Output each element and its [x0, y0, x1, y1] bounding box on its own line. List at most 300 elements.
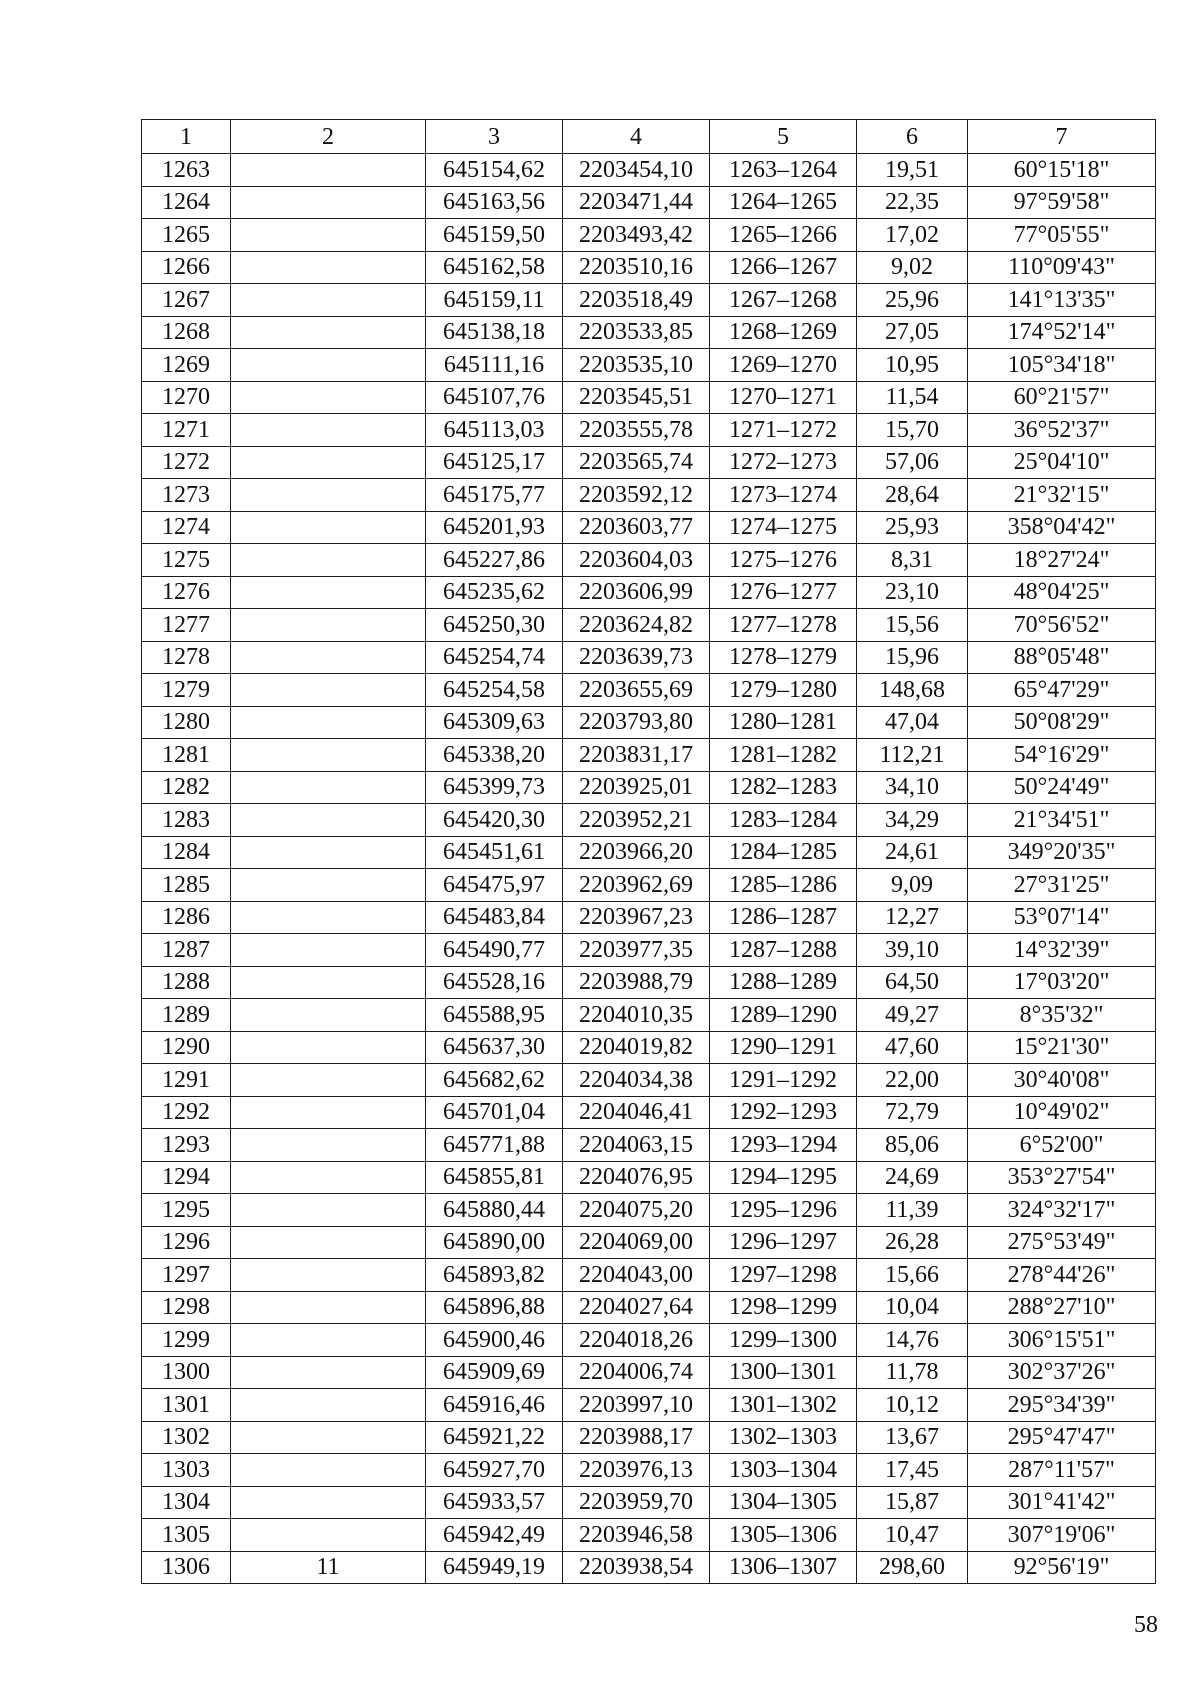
coord-y-cell: 2204046,41 — [563, 1096, 710, 1129]
distance-cell: 15,56 — [857, 609, 968, 642]
coord-x-cell: 645227,86 — [426, 544, 563, 577]
group-number-cell — [231, 284, 426, 317]
bearing-cell: 301°41'42" — [968, 1486, 1156, 1519]
coord-y-cell: 2204043,00 — [563, 1259, 710, 1292]
distance-cell: 15,70 — [857, 414, 968, 447]
segment-cell: 1263–1264 — [710, 154, 857, 187]
segment-cell: 1272–1273 — [710, 446, 857, 479]
coord-y-cell: 2203510,16 — [563, 251, 710, 284]
coord-x-cell: 645338,20 — [426, 739, 563, 772]
group-number-cell — [231, 674, 426, 707]
coord-x-cell: 645949,19 — [426, 1551, 563, 1584]
distance-cell: 23,10 — [857, 576, 968, 609]
group-number-cell — [231, 609, 426, 642]
point-number-cell: 1280 — [142, 706, 231, 739]
point-number-cell: 1274 — [142, 511, 231, 544]
bearing-cell: 48°04'25" — [968, 576, 1156, 609]
coord-y-cell: 2203555,78 — [563, 414, 710, 447]
coord-x-cell: 645927,70 — [426, 1454, 563, 1487]
coord-y-cell: 2203471,44 — [563, 186, 710, 219]
coord-y-cell: 2203535,10 — [563, 349, 710, 382]
group-number-cell — [231, 706, 426, 739]
column-header-2: 2 — [231, 120, 426, 154]
bearing-cell: 295°47'47" — [968, 1421, 1156, 1454]
table-row — [142, 576, 1156, 609]
coord-y-cell: 2203624,82 — [563, 609, 710, 642]
table-row — [142, 479, 1156, 512]
point-number-cell: 1297 — [142, 1259, 231, 1292]
segment-cell: 1291–1292 — [710, 1064, 857, 1097]
group-number-cell — [231, 511, 426, 544]
group-number-cell — [231, 1161, 426, 1194]
bearing-cell: 15°21'30" — [968, 1031, 1156, 1064]
coord-y-cell: 2203988,17 — [563, 1421, 710, 1454]
table-row — [142, 999, 1156, 1032]
group-number-cell — [231, 1031, 426, 1064]
segment-cell: 1294–1295 — [710, 1161, 857, 1194]
distance-cell: 64,50 — [857, 966, 968, 999]
group-number-cell — [231, 446, 426, 479]
bearing-cell: 358°04'42" — [968, 511, 1156, 544]
table-row — [142, 1551, 1156, 1584]
distance-cell: 24,69 — [857, 1161, 968, 1194]
table-row — [142, 901, 1156, 934]
distance-cell: 11,78 — [857, 1356, 968, 1389]
table-row — [142, 219, 1156, 252]
coord-x-cell: 645483,84 — [426, 901, 563, 934]
group-number-cell — [231, 479, 426, 512]
group-number-cell — [231, 836, 426, 869]
coord-y-cell: 2203977,35 — [563, 934, 710, 967]
point-number-cell: 1273 — [142, 479, 231, 512]
table-row — [142, 1519, 1156, 1552]
coord-x-cell: 645890,00 — [426, 1226, 563, 1259]
point-number-cell: 1294 — [142, 1161, 231, 1194]
group-number-cell — [231, 739, 426, 772]
point-number-cell: 1271 — [142, 414, 231, 447]
bearing-cell: 288°27'10" — [968, 1291, 1156, 1324]
distance-cell: 39,10 — [857, 934, 968, 967]
group-number-cell — [231, 349, 426, 382]
distance-cell: 25,96 — [857, 284, 968, 317]
point-number-cell: 1303 — [142, 1454, 231, 1487]
distance-cell: 15,96 — [857, 641, 968, 674]
table-row — [142, 1096, 1156, 1129]
distance-cell: 17,45 — [857, 1454, 968, 1487]
point-number-cell: 1292 — [142, 1096, 231, 1129]
table-row — [142, 1421, 1156, 1454]
segment-cell: 1293–1294 — [710, 1129, 857, 1162]
distance-cell: 49,27 — [857, 999, 968, 1032]
group-number-cell — [231, 641, 426, 674]
distance-cell: 11,54 — [857, 381, 968, 414]
coord-y-cell: 2204076,95 — [563, 1161, 710, 1194]
segment-cell: 1281–1282 — [710, 739, 857, 772]
bearing-cell: 92°56'19" — [968, 1551, 1156, 1584]
distance-cell: 15,87 — [857, 1486, 968, 1519]
distance-cell: 9,02 — [857, 251, 968, 284]
distance-cell: 10,47 — [857, 1519, 968, 1552]
bearing-cell: 54°16'29" — [968, 739, 1156, 772]
coord-y-cell: 2203952,21 — [563, 804, 710, 837]
point-number-cell: 1291 — [142, 1064, 231, 1097]
distance-cell: 14,76 — [857, 1324, 968, 1357]
segment-cell: 1288–1289 — [710, 966, 857, 999]
group-number-cell — [231, 576, 426, 609]
table-row — [142, 836, 1156, 869]
group-number-cell — [231, 1259, 426, 1292]
bearing-cell: 287°11'57" — [968, 1454, 1156, 1487]
coord-y-cell: 2203925,01 — [563, 771, 710, 804]
segment-cell: 1269–1270 — [710, 349, 857, 382]
coord-y-cell: 2204006,74 — [563, 1356, 710, 1389]
coord-x-cell: 645254,74 — [426, 641, 563, 674]
table-row — [142, 414, 1156, 447]
coord-x-cell: 645159,50 — [426, 219, 563, 252]
column-header-1: 1 — [142, 120, 231, 154]
distance-cell: 8,31 — [857, 544, 968, 577]
coord-x-cell: 645637,30 — [426, 1031, 563, 1064]
bearing-cell: 110°09'43" — [968, 251, 1156, 284]
table-row — [142, 1291, 1156, 1324]
point-number-cell: 1290 — [142, 1031, 231, 1064]
table-row — [142, 706, 1156, 739]
column-header-5: 5 — [710, 120, 857, 154]
group-number-cell — [231, 251, 426, 284]
coord-x-cell: 645490,77 — [426, 934, 563, 967]
segment-cell: 1286–1287 — [710, 901, 857, 934]
coord-y-cell: 2204034,38 — [563, 1064, 710, 1097]
coord-y-cell: 2203959,70 — [563, 1486, 710, 1519]
bearing-cell: 141°13'35" — [968, 284, 1156, 317]
coordinates-table — [141, 119, 1156, 1584]
point-number-cell: 1295 — [142, 1194, 231, 1227]
coord-y-cell: 2204010,35 — [563, 999, 710, 1032]
coord-x-cell: 645921,22 — [426, 1421, 563, 1454]
table-row — [142, 1064, 1156, 1097]
table-row — [142, 284, 1156, 317]
group-number-cell — [231, 154, 426, 187]
point-number-cell: 1284 — [142, 836, 231, 869]
bearing-cell: 6°52'00" — [968, 1129, 1156, 1162]
point-number-cell: 1276 — [142, 576, 231, 609]
segment-cell: 1282–1283 — [710, 771, 857, 804]
point-number-cell: 1265 — [142, 219, 231, 252]
distance-cell: 17,02 — [857, 219, 968, 252]
group-number-cell — [231, 901, 426, 934]
column-header-3: 3 — [426, 120, 563, 154]
table-row — [142, 1161, 1156, 1194]
table-row — [142, 1454, 1156, 1487]
coord-x-cell: 645528,16 — [426, 966, 563, 999]
coord-x-cell: 645235,62 — [426, 576, 563, 609]
coord-y-cell: 2203976,13 — [563, 1454, 710, 1487]
point-number-cell: 1279 — [142, 674, 231, 707]
segment-cell: 1283–1284 — [710, 804, 857, 837]
table-row — [142, 316, 1156, 349]
bearing-cell: 307°19'06" — [968, 1519, 1156, 1552]
point-number-cell: 1305 — [142, 1519, 231, 1552]
group-number-cell — [231, 1324, 426, 1357]
point-number-cell: 1268 — [142, 316, 231, 349]
point-number-cell: 1296 — [142, 1226, 231, 1259]
group-number-cell — [231, 1096, 426, 1129]
group-number-cell — [231, 966, 426, 999]
coord-y-cell: 2203997,10 — [563, 1389, 710, 1422]
bearing-cell: 105°34'18" — [968, 349, 1156, 382]
coord-y-cell: 2203493,42 — [563, 219, 710, 252]
coord-y-cell: 2203606,99 — [563, 576, 710, 609]
table-row — [142, 446, 1156, 479]
coord-y-cell: 2203545,51 — [563, 381, 710, 414]
group-number-cell — [231, 1519, 426, 1552]
coord-x-cell: 645771,88 — [426, 1129, 563, 1162]
point-number-cell: 1281 — [142, 739, 231, 772]
coord-x-cell: 645250,30 — [426, 609, 563, 642]
bearing-cell: 53°07'14" — [968, 901, 1156, 934]
bearing-cell: 295°34'39" — [968, 1389, 1156, 1422]
distance-cell: 26,28 — [857, 1226, 968, 1259]
table-row — [142, 609, 1156, 642]
segment-cell: 1273–1274 — [710, 479, 857, 512]
distance-cell: 34,10 — [857, 771, 968, 804]
coord-y-cell: 2203655,69 — [563, 674, 710, 707]
distance-cell: 10,04 — [857, 1291, 968, 1324]
coord-y-cell: 2204063,15 — [563, 1129, 710, 1162]
segment-cell: 1296–1297 — [710, 1226, 857, 1259]
group-number-cell — [231, 1486, 426, 1519]
group-number-cell — [231, 771, 426, 804]
segment-cell: 1266–1267 — [710, 251, 857, 284]
table-row — [142, 186, 1156, 219]
bearing-cell: 60°15'18" — [968, 154, 1156, 187]
bearing-cell: 174°52'14" — [968, 316, 1156, 349]
segment-cell: 1287–1288 — [710, 934, 857, 967]
segment-cell: 1289–1290 — [710, 999, 857, 1032]
group-number-cell — [231, 1291, 426, 1324]
group-number-cell — [231, 186, 426, 219]
column-header-6: 6 — [857, 120, 968, 154]
coord-y-cell: 2204027,64 — [563, 1291, 710, 1324]
coord-y-cell: 2204075,20 — [563, 1194, 710, 1227]
distance-cell: 22,35 — [857, 186, 968, 219]
table-row — [142, 349, 1156, 382]
segment-cell: 1285–1286 — [710, 869, 857, 902]
coord-x-cell: 645159,11 — [426, 284, 563, 317]
point-number-cell: 1288 — [142, 966, 231, 999]
distance-cell: 11,39 — [857, 1194, 968, 1227]
point-number-cell: 1301 — [142, 1389, 231, 1422]
table-row — [142, 511, 1156, 544]
coord-y-cell: 2203831,17 — [563, 739, 710, 772]
group-number-cell — [231, 1454, 426, 1487]
coord-x-cell: 645111,16 — [426, 349, 563, 382]
segment-cell: 1276–1277 — [710, 576, 857, 609]
group-number-cell: 11 — [231, 1551, 426, 1584]
bearing-cell: 8°35'32" — [968, 999, 1156, 1032]
bearing-cell: 27°31'25" — [968, 869, 1156, 902]
coord-x-cell: 645880,44 — [426, 1194, 563, 1227]
coord-x-cell: 645900,46 — [426, 1324, 563, 1357]
point-number-cell: 1282 — [142, 771, 231, 804]
coord-x-cell: 645682,62 — [426, 1064, 563, 1097]
segment-cell: 1279–1280 — [710, 674, 857, 707]
distance-cell: 28,64 — [857, 479, 968, 512]
table-row — [142, 934, 1156, 967]
bearing-cell: 17°03'20" — [968, 966, 1156, 999]
segment-cell: 1290–1291 — [710, 1031, 857, 1064]
table-row — [142, 869, 1156, 902]
column-header-7: 7 — [968, 120, 1156, 154]
group-number-cell — [231, 219, 426, 252]
point-number-cell: 1263 — [142, 154, 231, 187]
point-number-cell: 1266 — [142, 251, 231, 284]
distance-cell: 25,93 — [857, 511, 968, 544]
header-row — [142, 120, 1156, 154]
segment-cell: 1303–1304 — [710, 1454, 857, 1487]
bearing-cell: 25°04'10" — [968, 446, 1156, 479]
segment-cell: 1268–1269 — [710, 316, 857, 349]
segment-cell: 1299–1300 — [710, 1324, 857, 1357]
group-number-cell — [231, 999, 426, 1032]
point-number-cell: 1300 — [142, 1356, 231, 1389]
coord-x-cell: 645420,30 — [426, 804, 563, 837]
coord-x-cell: 645201,93 — [426, 511, 563, 544]
point-number-cell: 1299 — [142, 1324, 231, 1357]
coord-y-cell: 2204018,26 — [563, 1324, 710, 1357]
distance-cell: 15,66 — [857, 1259, 968, 1292]
distance-cell: 112,21 — [857, 739, 968, 772]
coord-y-cell: 2203966,20 — [563, 836, 710, 869]
segment-cell: 1297–1298 — [710, 1259, 857, 1292]
distance-cell: 12,27 — [857, 901, 968, 934]
column-header-4: 4 — [563, 120, 710, 154]
coord-x-cell: 645107,76 — [426, 381, 563, 414]
coord-y-cell: 2203793,80 — [563, 706, 710, 739]
coord-y-cell: 2203604,03 — [563, 544, 710, 577]
segment-cell: 1284–1285 — [710, 836, 857, 869]
point-number-cell: 1267 — [142, 284, 231, 317]
coord-x-cell: 645399,73 — [426, 771, 563, 804]
group-number-cell — [231, 381, 426, 414]
coord-y-cell: 2203454,10 — [563, 154, 710, 187]
point-number-cell: 1278 — [142, 641, 231, 674]
table-row — [142, 381, 1156, 414]
coord-x-cell: 645175,77 — [426, 479, 563, 512]
coord-y-cell: 2203533,85 — [563, 316, 710, 349]
table-row — [142, 1356, 1156, 1389]
coord-y-cell: 2203518,49 — [563, 284, 710, 317]
bearing-cell: 88°05'48" — [968, 641, 1156, 674]
bearing-cell: 70°56'52" — [968, 609, 1156, 642]
distance-cell: 57,06 — [857, 446, 968, 479]
bearing-cell: 36°52'37" — [968, 414, 1156, 447]
bearing-cell: 14°32'39" — [968, 934, 1156, 967]
bearing-cell: 306°15'51" — [968, 1324, 1156, 1357]
segment-cell: 1292–1293 — [710, 1096, 857, 1129]
coord-x-cell: 645113,03 — [426, 414, 563, 447]
coord-x-cell: 645855,81 — [426, 1161, 563, 1194]
bearing-cell: 21°34'51" — [968, 804, 1156, 837]
segment-cell: 1302–1303 — [710, 1421, 857, 1454]
group-number-cell — [231, 1421, 426, 1454]
segment-cell: 1278–1279 — [710, 641, 857, 674]
coord-x-cell: 645701,04 — [426, 1096, 563, 1129]
group-number-cell — [231, 1356, 426, 1389]
table-row — [142, 1226, 1156, 1259]
coord-x-cell: 645896,88 — [426, 1291, 563, 1324]
segment-cell: 1277–1278 — [710, 609, 857, 642]
group-number-cell — [231, 934, 426, 967]
bearing-cell: 60°21'57" — [968, 381, 1156, 414]
point-number-cell: 1304 — [142, 1486, 231, 1519]
group-number-cell — [231, 544, 426, 577]
segment-cell: 1265–1266 — [710, 219, 857, 252]
coord-x-cell: 645588,95 — [426, 999, 563, 1032]
group-number-cell — [231, 414, 426, 447]
coord-y-cell: 2204019,82 — [563, 1031, 710, 1064]
bearing-cell: 50°24'49" — [968, 771, 1156, 804]
bearing-cell: 50°08'29" — [968, 706, 1156, 739]
coord-y-cell: 2203946,58 — [563, 1519, 710, 1552]
bearing-cell: 18°27'24" — [968, 544, 1156, 577]
distance-cell: 10,95 — [857, 349, 968, 382]
table-row — [142, 1259, 1156, 1292]
table-row — [142, 674, 1156, 707]
group-number-cell — [231, 869, 426, 902]
point-number-cell: 1285 — [142, 869, 231, 902]
distance-cell: 72,79 — [857, 1096, 968, 1129]
table-row — [142, 1129, 1156, 1162]
distance-cell: 9,09 — [857, 869, 968, 902]
bearing-cell: 21°32'15" — [968, 479, 1156, 512]
segment-cell: 1305–1306 — [710, 1519, 857, 1552]
distance-cell: 19,51 — [857, 154, 968, 187]
bearing-cell: 97°59'58" — [968, 186, 1156, 219]
point-number-cell: 1269 — [142, 349, 231, 382]
coord-x-cell: 645916,46 — [426, 1389, 563, 1422]
point-number-cell: 1287 — [142, 934, 231, 967]
distance-cell: 298,60 — [857, 1551, 968, 1584]
coord-x-cell: 645933,57 — [426, 1486, 563, 1519]
coord-y-cell: 2203962,69 — [563, 869, 710, 902]
bearing-cell: 353°27'54" — [968, 1161, 1156, 1194]
segment-cell: 1275–1276 — [710, 544, 857, 577]
table-row — [142, 154, 1156, 187]
distance-cell: 24,61 — [857, 836, 968, 869]
point-number-cell: 1283 — [142, 804, 231, 837]
distance-cell: 34,29 — [857, 804, 968, 837]
point-number-cell: 1293 — [142, 1129, 231, 1162]
group-number-cell — [231, 1194, 426, 1227]
group-number-cell — [231, 1129, 426, 1162]
segment-cell: 1306–1307 — [710, 1551, 857, 1584]
segment-cell: 1271–1272 — [710, 414, 857, 447]
table-row — [142, 544, 1156, 577]
point-number-cell: 1264 — [142, 186, 231, 219]
point-number-cell: 1277 — [142, 609, 231, 642]
point-number-cell: 1286 — [142, 901, 231, 934]
coord-x-cell: 645942,49 — [426, 1519, 563, 1552]
distance-cell: 85,06 — [857, 1129, 968, 1162]
coord-y-cell: 2203639,73 — [563, 641, 710, 674]
table-row — [142, 1389, 1156, 1422]
table-header — [142, 120, 1156, 154]
group-number-cell — [231, 1389, 426, 1422]
coord-x-cell: 645254,58 — [426, 674, 563, 707]
bearing-cell: 324°32'17" — [968, 1194, 1156, 1227]
point-number-cell: 1289 — [142, 999, 231, 1032]
